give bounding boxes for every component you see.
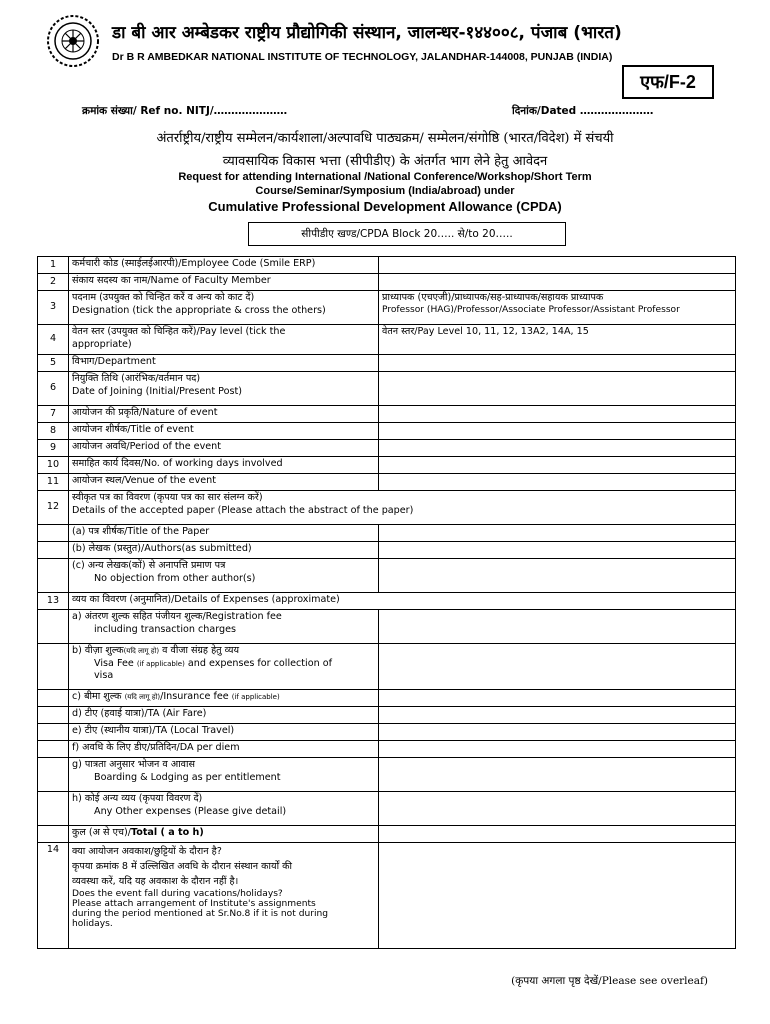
title-english-line1: Request for attending International /National Conference/Workshop/Short Term [178, 171, 592, 183]
row-label: आयोजन शीर्षक/Title of event [69, 423, 379, 440]
row-label: b) वीज़ा शुल्क(यदि लागू हो) व वीजा संग्रह हेतु व्यय Visa Fee (if applicable) and expenses for collection of visa [69, 644, 379, 690]
designation-options[interactable] [379, 291, 736, 325]
faculty-name-field[interactable] [379, 274, 736, 291]
vacation-field[interactable] [379, 843, 736, 949]
designation-label-en: Designation (tick the appropriate & cross the others) [72, 304, 326, 316]
ta-air-field[interactable] [379, 707, 736, 724]
venue-field[interactable] [379, 474, 736, 491]
total-label: कुल (अ से एच)/Total ( a to h) [69, 826, 379, 843]
designation-options-hi: प्राध्यापक (एचएजी)/प्राध्यापक/सह-प्राध्यापक/सहायक प्राध्यापक [382, 292, 604, 303]
table-row [38, 274, 736, 291]
noc-label-en: No objection from other author(s) [94, 572, 256, 584]
title-english-line3: Cumulative Professional Development Allowance (CPDA) [208, 199, 562, 214]
row-number: 6 [38, 372, 69, 406]
row-label: संकाय सदस्य का नाम/Name of Faculty Member [69, 274, 379, 291]
row-number: 8 [38, 423, 69, 440]
registration-label-hi: a) अंतरण शुल्क सहित पंजीयन शुल्क/Registration fee [72, 611, 282, 622]
row-label: क्या आयोजन अवकाश/छुट्टियों के दौरान है? कृपया क्रमांक 8 में उल्लिखित अवधि के दौरान संस्थान कार्यों की व्यवस्था करें, यदि यह अवकाश के दौरान नहीं है। Does the event fall during vacations/holidays? Please attach arrangement of Institute's assignments during the period mentioned at Sr.No.8 if it is not during holidays. [69, 843, 379, 949]
visa-fee-field[interactable] [379, 644, 736, 690]
table-row [38, 457, 736, 474]
row-number: 11 [38, 474, 69, 491]
registration-fee-field[interactable] [379, 610, 736, 644]
ref-number-field: क्रमांक संख्या/ Ref no. NITJ/………………… [82, 105, 288, 117]
department-field[interactable] [379, 355, 736, 372]
pay-level-label-1: वेतन स्तर (उपयुक्त को चिन्हित करें)/Pay level (tick the [72, 326, 286, 337]
table-row [38, 291, 736, 325]
institute-name-english: Dr B R AMBEDKAR NATIONAL INSTITUTE OF TECHNOLOGY, JALANDHAR-144008, PUNJAB (INDIA) [112, 51, 613, 63]
row-label: c) बीमा शुल्क (यदि लागू हो)/Insurance fee (if applicable) [69, 690, 379, 707]
form-number-box: एफ/F-2 [622, 65, 714, 99]
institute-logo [46, 14, 100, 68]
noc-label-hi: (c) अन्य लेखक(कों) से अनापत्ति प्रमाण पत्र [72, 560, 226, 571]
table-row [38, 644, 736, 690]
table-row [38, 792, 736, 826]
registration-label-en: including transaction charges [94, 623, 236, 635]
paper-label-en: Details of the accepted paper (Please attach the abstract of the paper) [72, 504, 414, 516]
boarding-label-en: Boarding & Lodging as per entitlement [94, 771, 281, 783]
table-row [38, 707, 736, 724]
table-row [38, 610, 736, 644]
event-period-field[interactable] [379, 440, 736, 457]
table-row [38, 593, 736, 610]
table-row [38, 525, 736, 542]
table-row [38, 355, 736, 372]
row-label [69, 758, 379, 792]
joining-date-field[interactable] [379, 372, 736, 406]
table-row [38, 325, 736, 355]
table-row [38, 406, 736, 423]
overleaf-note: (कृपया अगला पृष्ठ देखें/Please see overleaf) [511, 975, 708, 987]
table-row [38, 826, 736, 843]
row-number: 7 [38, 406, 69, 423]
row-label [69, 325, 379, 355]
table-row [38, 491, 736, 525]
row-label: आयोजन की प्रकृति/Nature of event [69, 406, 379, 423]
row-number: 12 [38, 491, 69, 525]
table-row [38, 843, 736, 949]
row-label: आयोजन अवधि/Period of the event [69, 440, 379, 457]
table-row [38, 440, 736, 457]
table-row [38, 724, 736, 741]
row-label [69, 291, 379, 325]
boarding-field[interactable] [379, 758, 736, 792]
institute-name-hindi: डा बी आर अम्बेडकर राष्ट्रीय प्रौद्योगिकी संस्थान, जालन्धर-१४४००८, पंजाब (भारत) [112, 23, 622, 43]
designation-label-hi: पदनाम (उपयुक्त को चिन्हित करें व अन्य को काट दें) [72, 292, 255, 303]
employee-code-field[interactable] [379, 257, 736, 274]
table-row [38, 372, 736, 406]
table-row [38, 690, 736, 707]
row-number: 10 [38, 457, 69, 474]
row-label: (b) लेखक (प्रस्तुत)/Authors(as submitted) [69, 542, 379, 559]
row-label [69, 372, 379, 406]
row-label: विभाग/Department [69, 355, 379, 372]
table-row [38, 423, 736, 440]
row-label: (a) पत्र शीर्षक/Title of the Paper [69, 525, 379, 542]
other-expenses-label-en: Any Other expenses (Please give detail) [94, 805, 287, 817]
row-number: 4 [38, 325, 69, 355]
row-label: व्यय का विवरण (अनुमानित)/Details of Expenses (approximate) [69, 593, 736, 610]
title-english-line2: Course/Seminar/Symposium (India/abroad) under [255, 185, 515, 197]
ta-local-field[interactable] [379, 724, 736, 741]
row-label: f) अवधि के लिए डीए/प्रतिदिन/DA per diem [69, 741, 379, 758]
table-row [38, 758, 736, 792]
designation-options-en: Professor (HAG)/Professor/Associate Professor/Assistant Professor [382, 304, 680, 315]
title-hindi-line2: व्यावसायिक विकास भत्ता (सीपीडीए) के अंतर्गत भाग लेने हेतु आवेदन [222, 154, 548, 169]
row-number: 3 [38, 291, 69, 325]
table-row [38, 474, 736, 491]
table-row [38, 559, 736, 593]
row-label: कर्मचारी कोड (स्माईलईआरपी)/Employee Code (Smile ERP) [69, 257, 379, 274]
table-row [38, 542, 736, 559]
pay-level-label-2: appropriate) [72, 338, 132, 350]
pay-level-options[interactable]: वेतन स्तर/Pay Level 10, 11, 12, 13A2, 14A, 15 [379, 325, 736, 355]
table-row [38, 741, 736, 758]
row-label [69, 610, 379, 644]
row-number: 13 [38, 593, 69, 610]
paper-title-field[interactable] [379, 525, 736, 542]
row-number: 14 [38, 843, 69, 949]
other-expenses-label-hi: h) कोई अन्य व्यय (कृपया विवरण दें) [72, 793, 203, 804]
title-hindi-line1: अंतर्राष्ट्रीय/राष्ट्रीय सम्मेलन/कार्यशाला/अल्पावधि पाठ्यक्रम/ सम्मेलन/संगोष्ठि (भारत/विदेश) में संचयी [156, 131, 614, 146]
joining-label-en: Date of Joining (Initial/Present Post) [72, 385, 242, 397]
row-number: 5 [38, 355, 69, 372]
noc-field[interactable] [379, 559, 736, 593]
other-expenses-field[interactable] [379, 792, 736, 826]
row-label [69, 491, 736, 525]
row-number: 2 [38, 274, 69, 291]
joining-label-hi: नियुक्ति तिथि (आरंभिक/वर्तमान पद) [72, 373, 201, 384]
row-label: d) टीए (हवाई यात्रा)/TA (Air Fare) [69, 707, 379, 724]
paper-label-hi: स्वीकृत पत्र का विवरण (कृपया पत्र का सार संलग्न करें) [72, 492, 263, 503]
row-number: 1 [38, 257, 69, 274]
row-label: समाहित कार्य दिवस/No. of working days involved [69, 457, 379, 474]
authors-field[interactable] [379, 542, 736, 559]
event-nature-field[interactable] [379, 406, 736, 423]
cpda-block-box: सीपीडीए खण्ड/CPDA Block 20….. से/to 20….. [248, 222, 566, 246]
row-label: आयोजन स्थल/Venue of the event [69, 474, 379, 491]
working-days-field[interactable] [379, 457, 736, 474]
boarding-label-hi: g) पात्रता अनुसार भोजन व आवास [72, 759, 195, 770]
table-row [38, 257, 736, 274]
row-label: e) टीए (स्थानीय यात्रा)/TA (Local Travel) [69, 724, 379, 741]
application-form-table [37, 256, 736, 949]
row-number: 9 [38, 440, 69, 457]
da-per-diem-field[interactable] [379, 741, 736, 758]
total-field[interactable] [379, 826, 736, 843]
date-field: दिनांक/Dated ………………… [512, 105, 654, 117]
event-title-field[interactable] [379, 423, 736, 440]
row-label [69, 792, 379, 826]
row-label [69, 559, 379, 593]
insurance-fee-field[interactable] [379, 690, 736, 707]
